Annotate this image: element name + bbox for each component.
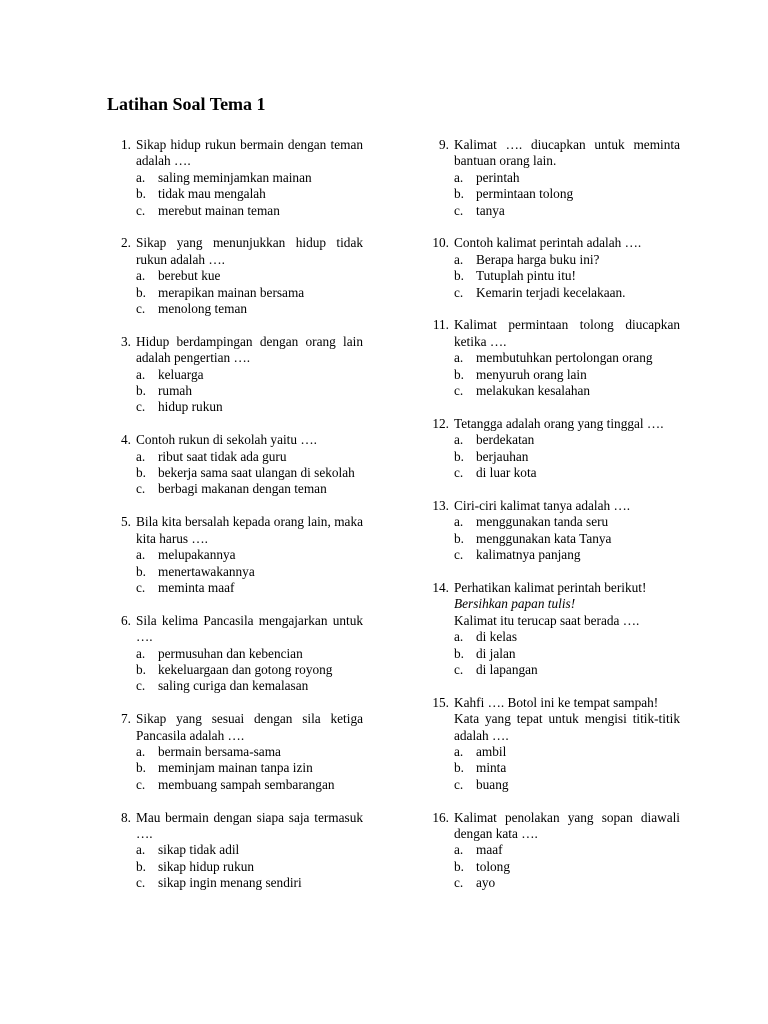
answer-option — [136, 285, 363, 301]
question-item — [107, 613, 363, 695]
question-number: 14. — [432, 579, 449, 595]
question-number: 15. — [432, 694, 449, 710]
question-number: 16. — [432, 809, 449, 825]
option-text: saling curiga dan kemalasan — [158, 678, 309, 694]
question-number: 8. — [121, 809, 131, 825]
question-stem: Kalimat penolakan yang sopan diawali dengan kata …. — [454, 809, 680, 841]
answer-options — [454, 514, 680, 563]
option-letter: b. — [454, 760, 464, 776]
answer-options — [136, 170, 363, 219]
option-text: minta — [476, 760, 507, 776]
option-text: ambil — [476, 743, 507, 759]
option-text: Berapa harga buku ini? — [476, 251, 600, 267]
option-text: maaf — [476, 842, 503, 858]
option-letter: b. — [454, 858, 464, 874]
question-number: 4. — [121, 432, 131, 448]
option-letter: a. — [454, 629, 464, 645]
option-text: di kelas — [476, 629, 517, 645]
option-text: menggunakan tanda seru — [476, 514, 609, 530]
question-stem: Mau bermain dengan siapa saja termasuk …. — [136, 809, 363, 841]
option-text: sikap hidup rukun — [158, 858, 255, 874]
option-text: merapikan mainan bersama — [158, 284, 305, 300]
option-letter: b. — [136, 760, 146, 776]
question-stem: Ciri-ciri kalimat tanya adalah …. — [454, 497, 631, 513]
question-item — [425, 810, 680, 892]
question-item — [425, 416, 680, 482]
option-text: keluarga — [158, 366, 204, 382]
option-letter: a. — [136, 366, 146, 382]
option-text: di jalan — [476, 645, 516, 661]
answer-option — [136, 481, 363, 497]
answer-options — [454, 842, 680, 891]
answer-option — [454, 203, 680, 219]
question-stem: Sikap hidup rukun bermain dengan teman adalah …. — [136, 137, 363, 169]
option-letter: b. — [136, 284, 146, 300]
question-number: 5. — [121, 514, 131, 530]
question-item — [425, 137, 680, 219]
answer-option — [454, 646, 680, 662]
option-text: rumah — [158, 383, 192, 399]
page-title: Latihan Soal Tema 1 — [107, 94, 266, 114]
answer-options — [454, 170, 680, 219]
question-item — [107, 235, 363, 317]
option-letter: a. — [136, 448, 146, 464]
option-text: permusuhan dan kebencian — [158, 645, 303, 661]
answer-option — [136, 547, 363, 563]
answer-option — [136, 186, 363, 202]
option-letter: c. — [454, 547, 464, 563]
option-text: sikap tidak adil — [158, 842, 240, 858]
answer-option — [454, 547, 680, 563]
answer-options — [454, 252, 680, 301]
option-text: membutuhkan pertolongan orang — [476, 350, 653, 366]
question-item — [107, 810, 363, 892]
question-number: 12. — [432, 415, 449, 431]
answer-option — [454, 465, 680, 481]
question-number: 11. — [432, 317, 449, 333]
right-question-column — [425, 137, 680, 908]
question-number: 3. — [121, 333, 131, 349]
option-letter: c. — [454, 661, 464, 677]
option-letter: a. — [136, 842, 146, 858]
option-letter: a. — [136, 743, 146, 759]
question-number: 2. — [121, 235, 131, 251]
option-letter: b. — [454, 448, 464, 464]
option-letter: a. — [454, 251, 464, 267]
option-letter: b. — [136, 858, 146, 874]
question-number: 9. — [439, 137, 449, 152]
option-text: kalimatnya panjang — [476, 547, 581, 563]
answer-option — [454, 875, 680, 891]
answer-option — [136, 564, 363, 580]
answer-options — [454, 629, 680, 678]
answer-option — [136, 760, 363, 776]
question-item — [107, 514, 363, 596]
option-letter: b. — [454, 645, 464, 661]
question-item — [107, 137, 363, 219]
answer-option — [454, 268, 680, 284]
answer-options — [136, 646, 363, 695]
option-letter: b. — [454, 268, 464, 284]
answer-option — [136, 842, 363, 858]
option-text: sikap ingin menang sendiri — [158, 875, 302, 891]
answer-option — [136, 662, 363, 678]
question-stem: Kahfi …. Botol ini ke tempat sampah! — [454, 694, 659, 710]
answer-option — [136, 777, 363, 793]
answer-option — [136, 399, 363, 415]
option-text: tidak mau mengalah — [158, 186, 266, 202]
answer-option — [454, 432, 680, 448]
answer-option — [136, 465, 363, 481]
option-letter: c. — [136, 202, 146, 218]
option-letter: c. — [136, 776, 146, 792]
question-number: 10. — [432, 235, 449, 251]
option-letter: c. — [454, 776, 464, 792]
option-letter: c. — [136, 875, 146, 891]
option-text: tanya — [476, 202, 505, 218]
question-stem: Perhatikan kalimat perintah berikut! — [454, 579, 647, 595]
option-text: kekeluargaan dan gotong royong — [158, 661, 333, 677]
option-letter: c. — [136, 579, 146, 595]
option-letter: c. — [454, 383, 464, 399]
option-letter: a. — [454, 169, 464, 185]
answer-options — [454, 744, 680, 793]
answer-option — [454, 842, 680, 858]
answer-options — [454, 432, 680, 481]
option-letter: b. — [454, 530, 464, 546]
option-text: melupakannya — [158, 547, 236, 563]
option-text: ribut saat tidak ada guru — [158, 448, 287, 464]
option-text: perintah — [476, 169, 520, 185]
option-text: berebut kue — [158, 268, 221, 284]
question-number: 7. — [121, 711, 131, 727]
option-letter: c. — [454, 465, 464, 481]
question-item — [425, 317, 680, 399]
option-letter: c. — [136, 301, 146, 317]
option-text: berbagi makanan dengan teman — [158, 481, 327, 497]
answer-options — [136, 367, 363, 416]
option-text: ayo — [476, 875, 496, 891]
question-stem: Bila kita bersalah kepada orang lain, maka kita harus …. — [136, 514, 363, 546]
option-letter: b. — [136, 563, 146, 579]
option-letter: b. — [136, 383, 146, 399]
question-item — [425, 235, 680, 301]
option-text: hidup rukun — [158, 399, 223, 415]
question-item — [425, 498, 680, 564]
answer-option — [136, 875, 363, 891]
answer-option — [454, 367, 680, 383]
question-number: 1. — [121, 137, 131, 152]
question-item — [107, 334, 363, 416]
option-letter: c. — [454, 202, 464, 218]
option-letter: b. — [454, 366, 464, 382]
option-letter: a. — [454, 842, 464, 858]
option-text: menyuruh orang lain — [476, 366, 587, 382]
answer-option — [454, 186, 680, 202]
question-stem: Kalimat …. diucapkan untuk meminta bantuan orang lain. — [454, 137, 680, 169]
option-letter: a. — [136, 645, 146, 661]
answer-option — [454, 514, 680, 530]
option-text: menggunakan kata Tanya — [476, 530, 612, 546]
question-stem: Sikap yang menunjukkan hidup tidak rukun adalah …. — [136, 235, 363, 267]
answer-options — [136, 449, 363, 498]
option-letter: a. — [454, 514, 464, 530]
option-text: membuang sampah sembarangan — [158, 776, 335, 792]
question-stem: Bersihkan papan tulis! — [454, 596, 576, 612]
option-text: tolong — [476, 858, 510, 874]
answer-option — [454, 531, 680, 547]
option-text: menolong teman — [158, 301, 247, 317]
option-letter: a. — [454, 432, 464, 448]
answer-options — [136, 744, 363, 793]
option-text: berdekatan — [476, 432, 535, 448]
answer-option — [136, 383, 363, 399]
question-stem: Hidup berdampingan dengan orang lain adalah pengertian …. — [136, 333, 363, 366]
answer-option — [136, 301, 363, 317]
answer-option — [454, 777, 680, 793]
option-text: permintaan tolong — [476, 186, 574, 202]
question-stem: Sila kelima Pancasila mengajarkan untuk …. — [136, 612, 363, 645]
left-question-column — [107, 137, 363, 908]
option-letter: c. — [136, 481, 146, 497]
answer-option — [454, 170, 680, 186]
answer-option — [454, 629, 680, 645]
question-stem: Contoh kalimat perintah adalah …. — [454, 235, 642, 251]
option-text: buang — [476, 776, 509, 792]
option-letter: b. — [136, 465, 146, 481]
option-letter: a. — [136, 547, 146, 563]
question-item — [107, 432, 363, 498]
answer-option — [454, 744, 680, 760]
option-text: saling meminjamkan mainan — [158, 169, 312, 185]
answer-option — [454, 859, 680, 875]
option-letter: c. — [454, 284, 464, 300]
option-letter: a. — [136, 268, 146, 284]
option-text: merebut mainan teman — [158, 202, 280, 218]
question-number: 6. — [121, 612, 131, 628]
answer-option — [454, 285, 680, 301]
question-stem: Kalimat itu terucap saat berada …. — [454, 612, 640, 628]
answer-option — [136, 449, 363, 465]
option-text: meminta maaf — [158, 579, 235, 595]
answer-option — [136, 646, 363, 662]
answer-option — [454, 350, 680, 366]
question-item — [107, 711, 363, 793]
question-stem: Kata yang tepat untuk mengisi titik-titik adalah …. — [454, 711, 680, 743]
answer-option — [136, 580, 363, 596]
answer-option — [136, 744, 363, 760]
question-stem: Kalimat permintaan tolong diucapkan ketika …. — [454, 317, 680, 349]
answer-option — [454, 760, 680, 776]
option-text: Tutuplah pintu itu! — [476, 268, 576, 284]
option-text: menertawakannya — [158, 563, 255, 579]
answer-options — [136, 268, 363, 317]
option-letter: a. — [454, 350, 464, 366]
option-text: di luar kota — [476, 465, 537, 481]
option-letter: a. — [136, 169, 146, 185]
question-stem: Sikap yang sesuai dengan sila ketiga Pancasila adalah …. — [136, 711, 363, 743]
answer-option — [136, 367, 363, 383]
answer-option — [454, 449, 680, 465]
answer-option — [454, 383, 680, 399]
option-text: bermain bersama-sama — [158, 743, 281, 759]
answer-option — [454, 662, 680, 678]
answer-option — [136, 170, 363, 186]
option-text: bekerja sama saat ulangan di sekolah — [158, 465, 355, 481]
question-item — [425, 580, 680, 678]
answer-option — [454, 252, 680, 268]
answer-option — [136, 859, 363, 875]
answer-option — [136, 678, 363, 694]
option-text: meminjam mainan tanpa izin — [158, 760, 313, 776]
answer-options — [136, 842, 363, 891]
question-number: 13. — [432, 497, 449, 513]
option-letter: c. — [136, 678, 146, 694]
option-letter: c. — [136, 399, 146, 415]
option-text: melakukan kesalahan — [476, 383, 591, 399]
question-item — [425, 695, 680, 793]
option-text: Kemarin terjadi kecelakaan. — [476, 284, 626, 300]
option-letter: b. — [454, 186, 464, 202]
option-letter: b. — [136, 186, 146, 202]
question-stem: Contoh rukun di sekolah yaitu …. — [136, 432, 317, 448]
option-text: di lapangan — [476, 661, 538, 677]
answer-options — [136, 547, 363, 596]
option-letter: c. — [454, 875, 464, 891]
answer-option — [136, 268, 363, 284]
option-letter: b. — [136, 661, 146, 677]
option-text: berjauhan — [476, 448, 529, 464]
question-stem: Tetangga adalah orang yang tinggal …. — [454, 415, 664, 431]
option-letter: a. — [454, 743, 464, 759]
answer-options — [454, 350, 680, 399]
answer-option — [136, 203, 363, 219]
